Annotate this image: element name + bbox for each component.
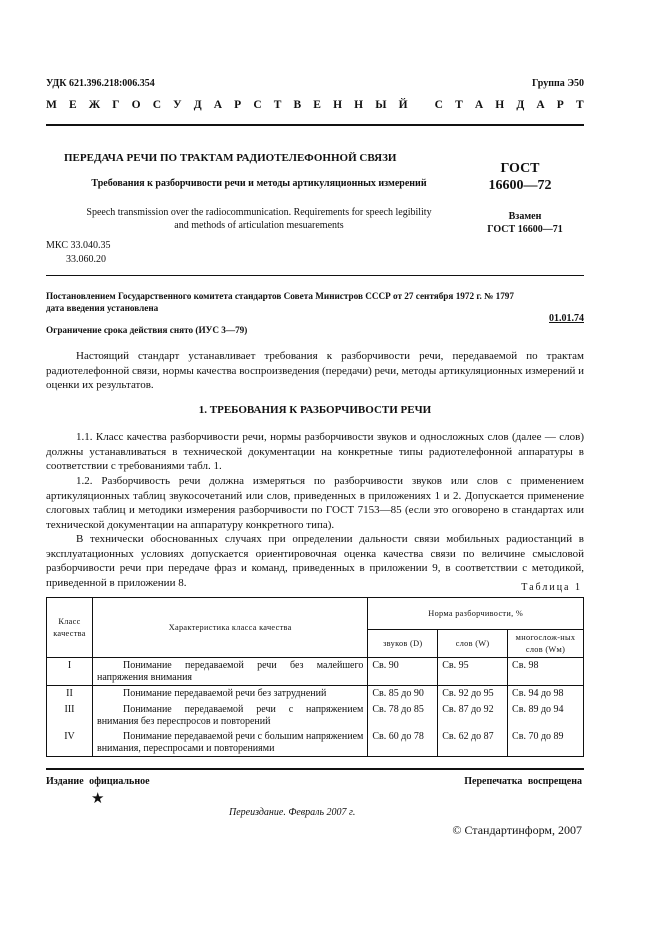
restriction-note: Ограничение срока действия снято (ИУС 3—79) <box>46 325 248 335</box>
banner-letter: Т <box>273 99 282 111</box>
title-rule <box>46 275 584 276</box>
words-cell: Св. 95 <box>438 658 508 686</box>
banner-letter: Н <box>333 99 343 111</box>
reissue-note: Переиздание. Февраль 2007 г. <box>229 807 356 818</box>
header-norm: Норма разборчивости, % <box>368 598 584 630</box>
reprint-notice: Перепечатка воспрещена <box>464 776 582 787</box>
banner-letter: А <box>474 99 484 111</box>
table-row <box>47 686 584 702</box>
sounds-cell: Св. 85 до 90 <box>368 686 438 702</box>
banner-letter: А <box>536 99 545 111</box>
replaces-label: Взамен <box>508 211 542 222</box>
paragraph-1-2: 1.2. Разборчивость речи должна измеряться по разборчивости звуков или слов с применением артикуляционных таблиц звукосочетаний или слов, приведенных в приложениях 1 и 2. Допускается применение слоговых таблиц и методики измерения разборчивости по ГОСТ 7153—85 (если это оговорено в стандартах или технической документации на аппаратуру конкретного типа). <box>46 475 584 531</box>
multi-cell: Св. 70 до 89 <box>508 729 584 757</box>
banner-letter: В <box>293 99 302 111</box>
mks-code-2: 33.060.20 <box>66 254 106 265</box>
multi-cell: Св. 89 до 94 <box>508 702 584 729</box>
multi-cell: Св. 98 <box>508 658 584 686</box>
banner-letter: Н <box>495 99 505 111</box>
banner-letter: У <box>173 99 182 111</box>
class-cell: III <box>47 702 93 729</box>
document-title: ПЕРЕДАЧА РЕЧИ ПО ТРАКТАМ РАДИОТЕЛЕФОННОЙ СВЯЗИ <box>64 152 397 164</box>
desc-cell: Понимание передаваемой речи без малейшего напряжения внимания <box>92 658 367 686</box>
sounds-cell: Св. 60 до 78 <box>368 729 438 757</box>
header-sounds: звуков (D) <box>368 630 438 658</box>
table-row <box>47 702 584 729</box>
words-cell: Св. 87 до 92 <box>438 702 508 729</box>
header-words: слов (W) <box>438 630 508 658</box>
banner-letter: М <box>46 99 57 111</box>
banner-letter: С <box>253 99 262 111</box>
multi-cell: Св. 94 до 98 <box>508 686 584 702</box>
banner-letter: Ж <box>88 99 101 111</box>
header-characteristic: Характеристика класса качества <box>92 598 367 658</box>
intro-paragraph: Настоящий стандарт устанавливает требования к разборчивости речи, передаваемой по трактам радиотелефонной связи, нормы качества воспроизведения (передачи) речи, методы артикуляционных измерений и оценки их результатов. <box>46 350 584 392</box>
sounds-cell: Св. 78 до 85 <box>368 702 438 729</box>
header-multi: многослож-ных слов (Wм) <box>508 630 584 658</box>
table-row <box>47 658 584 686</box>
gost-designation <box>470 160 570 194</box>
desc-cell: Понимание передаваемой речи с напряжением внимания без переспросов и повторений <box>92 702 367 729</box>
interstate-standard-banner <box>46 99 584 111</box>
gost-number: 16600—72 <box>488 178 552 193</box>
banner-letter: Й <box>398 99 408 111</box>
table-caption: Таблица 1 <box>521 582 582 593</box>
banner-letter: Т <box>575 99 584 111</box>
paragraph-1-2-cont: В технически обоснованных случаях при определении дальности связи мобильных радиостанций в эксплуатационных условиях допускается ориентировочная оценка качества связи по величине смысловой разборчивости речи при передаче фраз и команд, приведенных в приложении 9, в соответствии с методикой, приведенной в приложении 8. <box>46 533 584 589</box>
footer-rule <box>46 768 584 770</box>
words-cell: Св. 92 до 95 <box>438 686 508 702</box>
decree-text <box>46 290 586 314</box>
header-class: Класс качества <box>47 598 93 658</box>
banner-letter: Р <box>556 99 564 111</box>
desc-cell: Понимание передаваемой речи без затруднений <box>92 686 367 702</box>
copyright-notice: © Стандартинформ, 2007 <box>452 823 582 837</box>
banner-letter: Ы <box>375 99 387 111</box>
banner-letter: Г <box>112 99 120 111</box>
banner-letter: Р <box>234 99 242 111</box>
class-cell: II <box>47 686 93 702</box>
banner-letter: Е <box>313 99 321 111</box>
banner-letter: А <box>213 99 223 111</box>
banner-letter: Д <box>516 99 525 111</box>
replaces-value: ГОСТ 16600—71 <box>487 224 563 235</box>
banner-letter: Д <box>193 99 202 111</box>
decree-line2: дата введения установлена <box>46 303 159 313</box>
document-subtitle: Требования к разборчивости речи и методы артикуляционных измерений <box>91 178 427 189</box>
banner-letter: Т <box>455 99 463 111</box>
banner-letter: С <box>434 99 443 111</box>
words-cell: Св. 62 до 87 <box>438 729 508 757</box>
mks-code-1: МКС 33.040.35 <box>46 240 111 251</box>
udk-code: УДК 621.396.218:006.354 <box>46 78 155 89</box>
effective-date: 01.01.74 <box>549 313 584 324</box>
banner-letter: Е <box>68 99 77 111</box>
header-rule <box>46 124 584 126</box>
banner-letter: О <box>131 99 141 111</box>
english-title-line2: and methods of articulation mesuarements <box>174 220 344 231</box>
english-title-line1: Speech transmission over the radiocommunication. Requirements for speech legibility <box>86 207 432 218</box>
decree-line1: Постановлением Государственного комитета стандартов Совета Министров СССР от 27 сентября 1972 г. № 1797 <box>46 291 514 301</box>
banner-gap <box>420 99 423 111</box>
replaces-block <box>470 210 580 236</box>
sounds-cell: Св. 90 <box>368 658 438 686</box>
table-row <box>47 729 584 757</box>
class-cell: I <box>47 658 93 686</box>
legibility-norms-table <box>46 597 584 757</box>
banner-letter: С <box>152 99 162 111</box>
banner-letter: Н <box>354 99 364 111</box>
group-code: Группа Э50 <box>532 78 584 89</box>
desc-cell: Понимание передаваемой речи с большим напряжением внимания, переспросами и повторениями <box>92 729 367 757</box>
section-heading: 1. ТРЕБОВАНИЯ К РАЗБОРЧИВОСТИ РЕЧИ <box>198 404 432 416</box>
edition-label: Издание официальное <box>46 776 150 787</box>
star-icon: ★ <box>91 791 105 807</box>
class-cell: IV <box>47 729 93 757</box>
gost-label: ГОСТ <box>500 161 540 176</box>
paragraph-1-1: 1.1. Класс качества разборчивости речи, нормы разборчивости звуков и односложных слов (далее — слов) должны устанавливаться в технической документации на конкретные типы радиотелефонной аппаратуры в соответствии с требованиями табл. 1. <box>46 431 584 473</box>
english-title <box>64 206 454 232</box>
